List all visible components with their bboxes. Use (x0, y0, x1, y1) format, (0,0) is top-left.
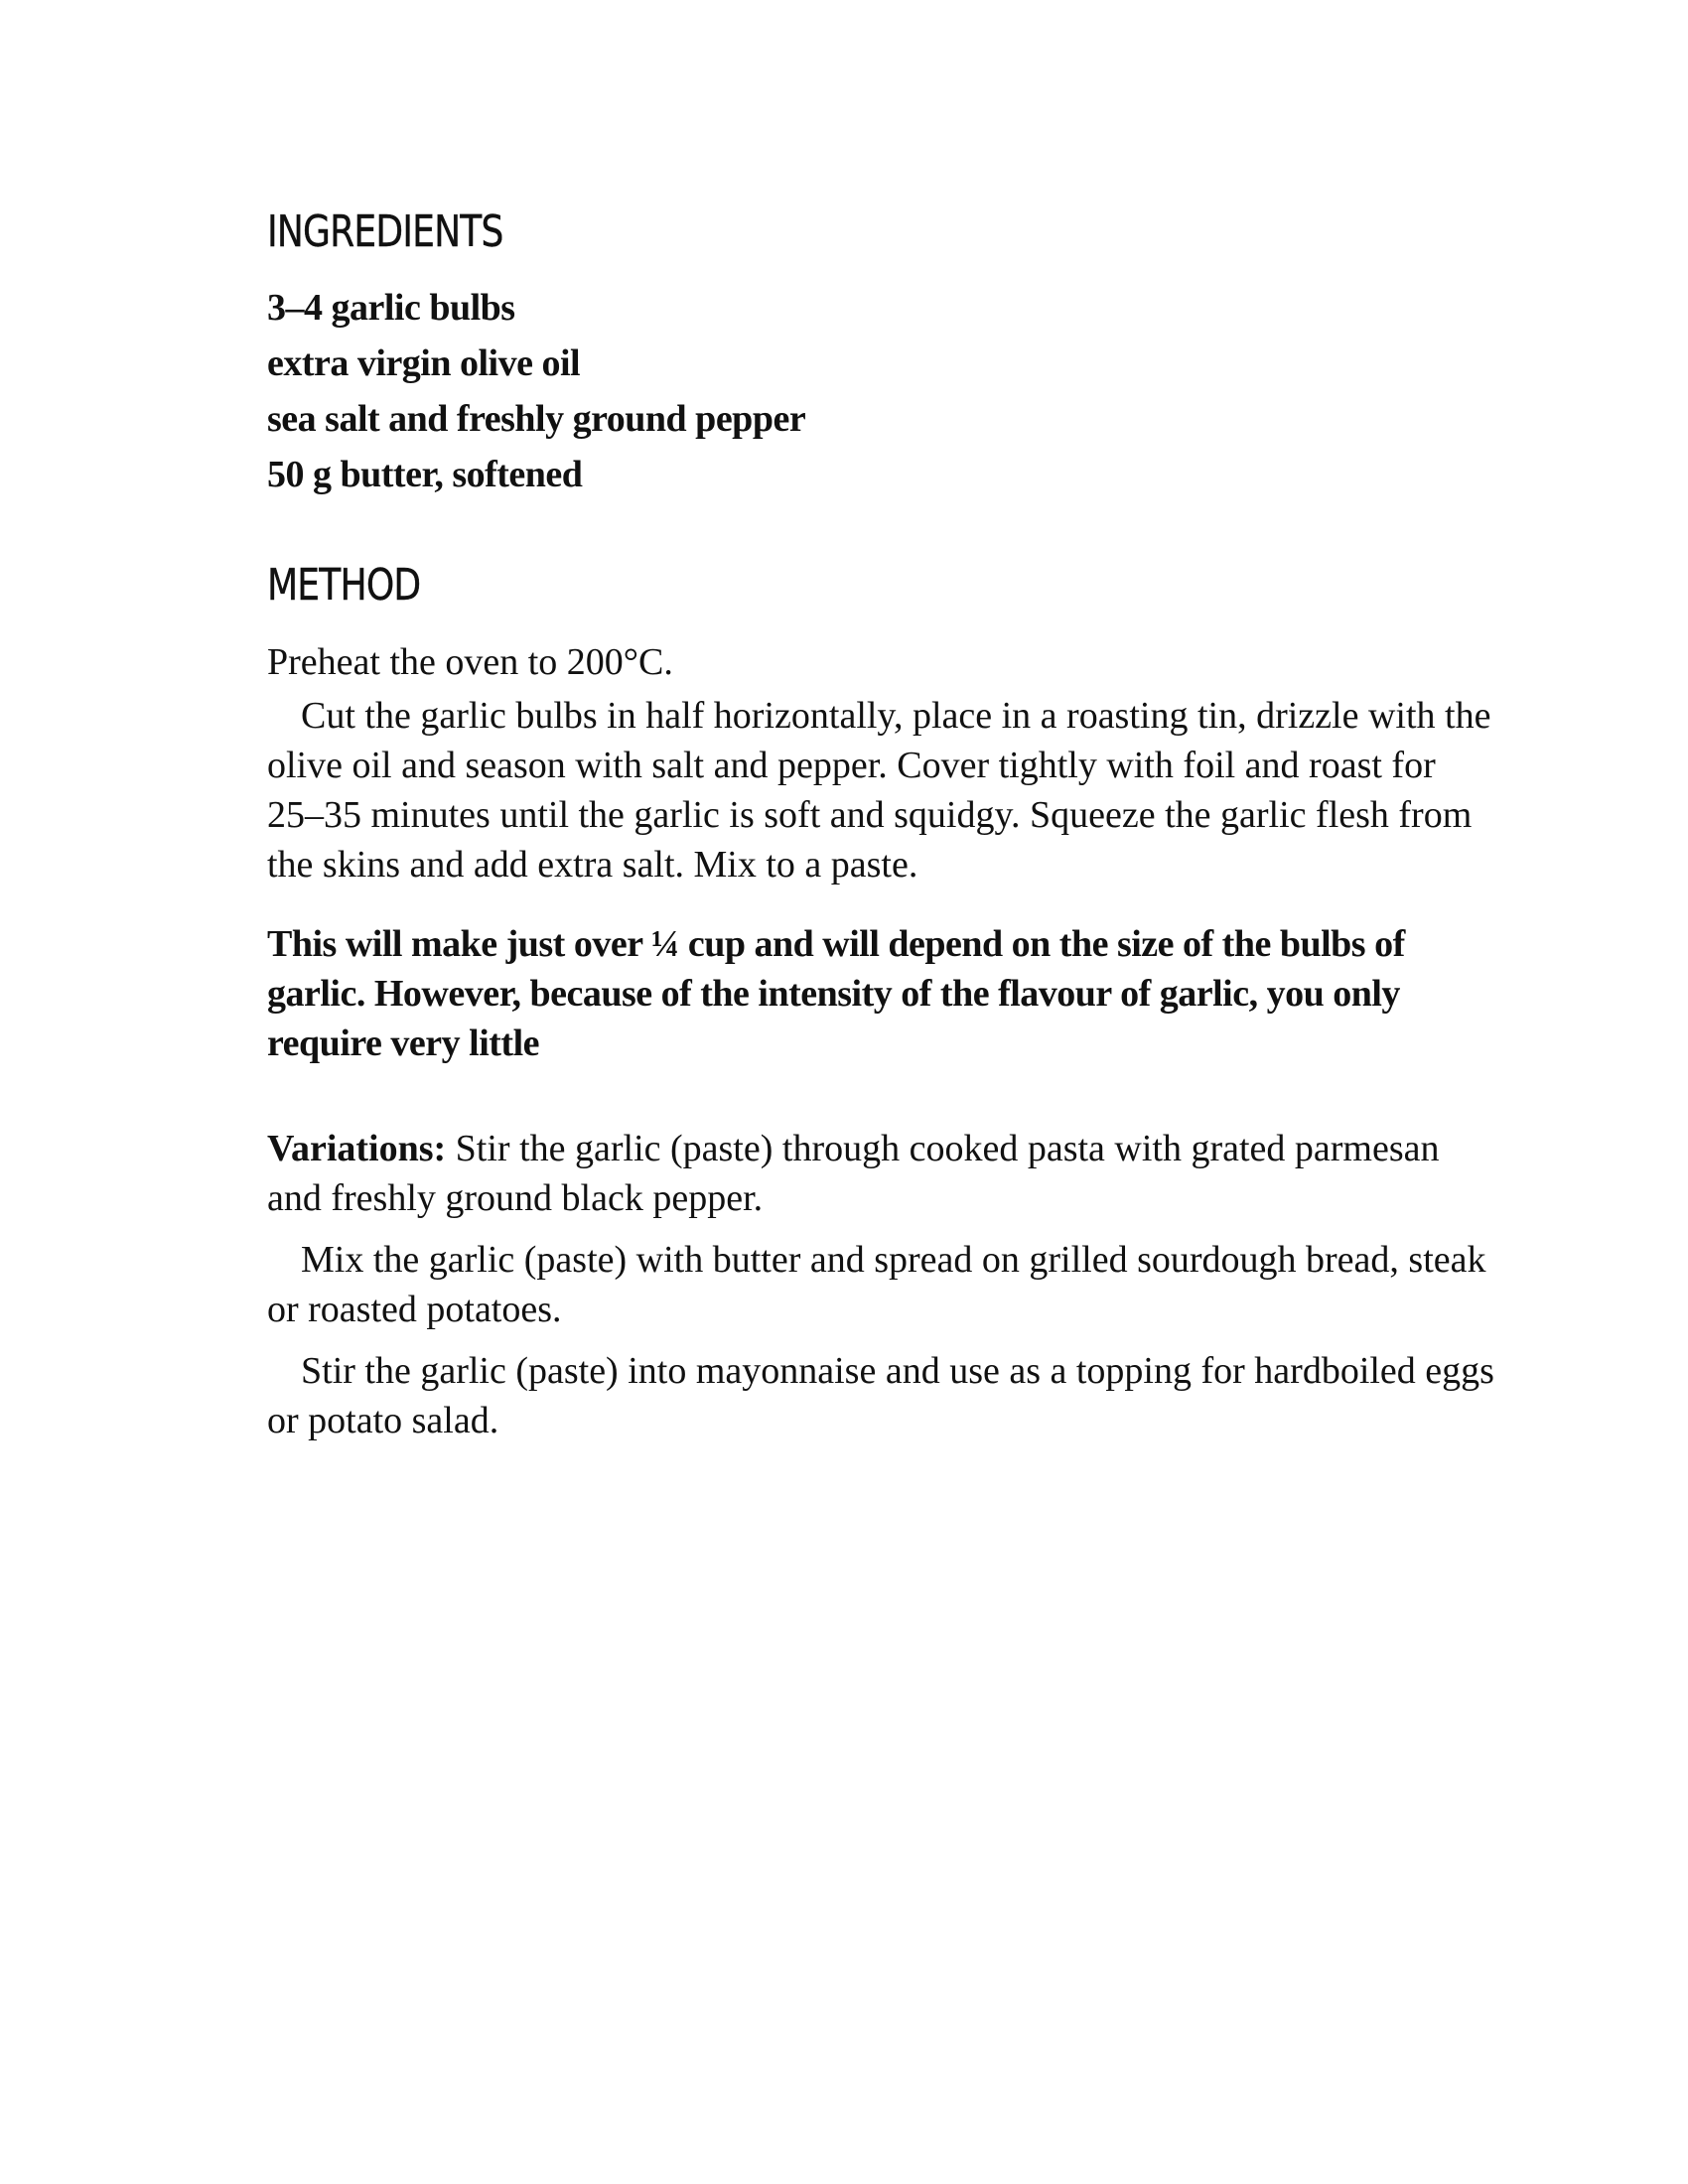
variations-label: Variations: (267, 1128, 447, 1169)
variation-1 (267, 1124, 1498, 1223)
variations-section (267, 1124, 1498, 1445)
method-step-2: Cut the garlic bulbs in half horizontally, place in a roasting tin, drizzle with the olive oil and season with salt and pepper. Cover tightly with foil and roast for 25–35 minutes until the garlic is soft and squidgy. Squeeze the garlic flesh from the skins and add extra salt. Mix to a paste. (267, 695, 1491, 886)
recipe-page (267, 194, 1498, 1445)
ingredients-list (267, 280, 1498, 502)
ingredient-item: sea salt and freshly ground pepper (267, 398, 806, 440)
yield-note: This will make just over ¼ cup and will depend on the size of the bulbs of garlic. However, because of the intensity of the flavour of garlic, you only require very little (267, 923, 1405, 1064)
ingredient-item: 50 g butter, softened (267, 454, 583, 495)
method-step-1: Preheat the oven to 200°C. (267, 641, 673, 683)
method-heading: METHOD (267, 560, 421, 611)
ingredient-item: extra virgin olive oil (267, 342, 581, 384)
ingredient-item: 3–4 garlic bulbs (267, 287, 515, 329)
variation-3: Stir the garlic (paste) into mayonnaise and use as a topping for hardboiled eggs or potato salad. (267, 1350, 1494, 1441)
ingredients-heading: INGREDIENTS (267, 206, 503, 257)
variation-2: Mix the garlic (paste) with butter and spread on grilled sourdough bread, steak or roasted potatoes. (267, 1239, 1486, 1330)
method-section (267, 560, 1498, 1068)
variation-1-text: Stir the garlic (paste) through cooked pasta with grated parmesan and freshly ground black pepper. (267, 1128, 1440, 1219)
